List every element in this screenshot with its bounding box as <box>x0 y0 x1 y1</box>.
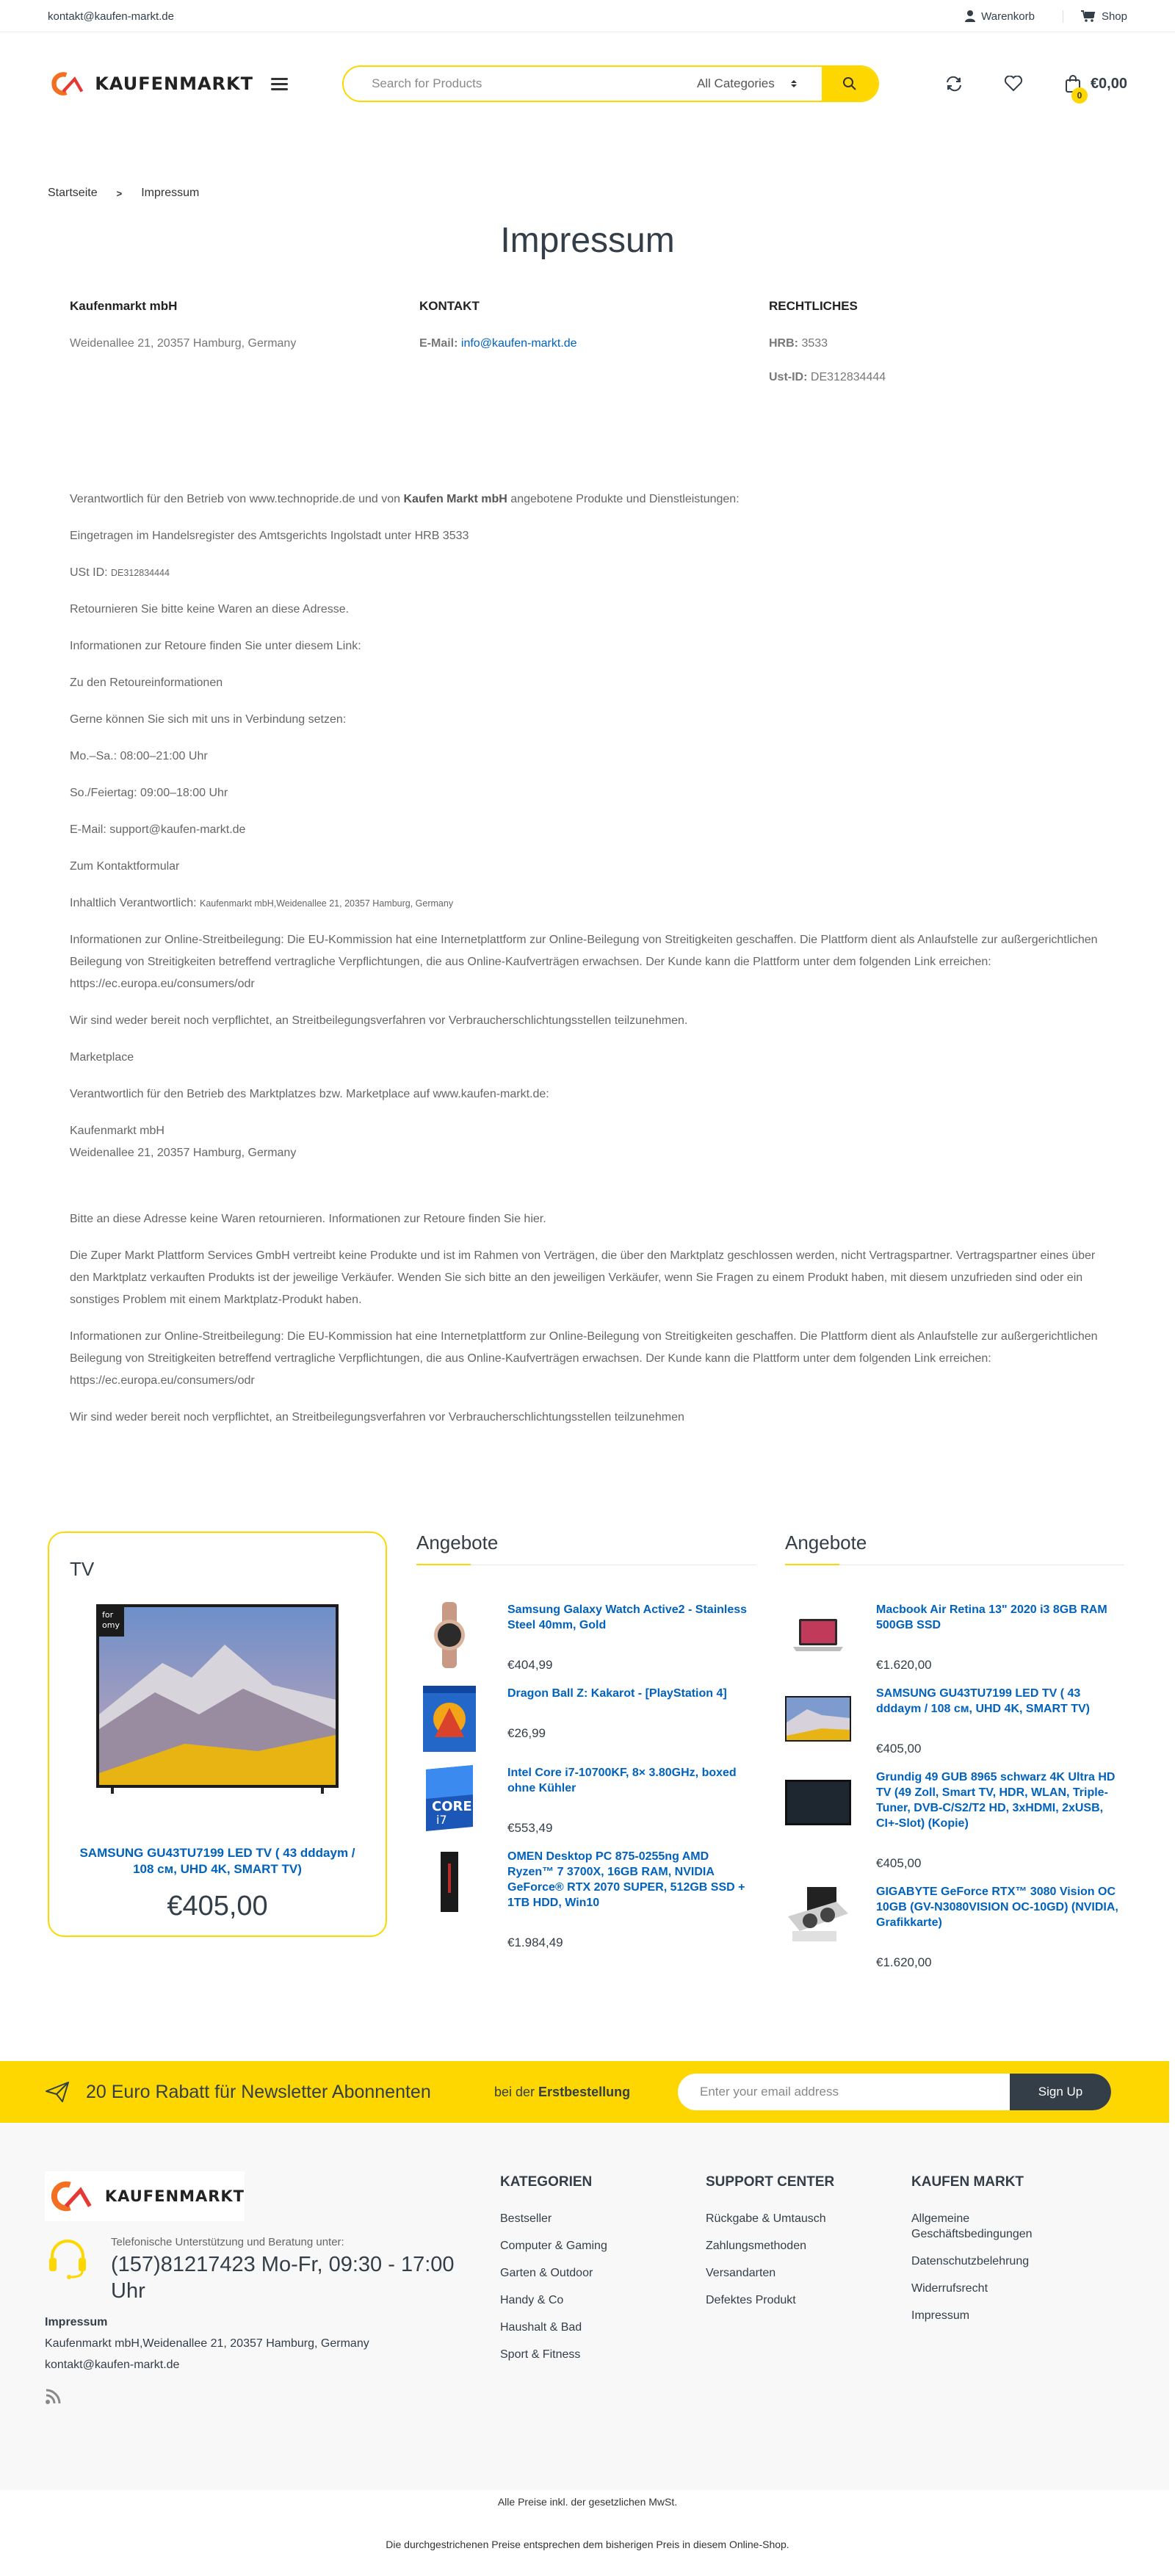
topbar-shop-label: Shop <box>1101 10 1127 23</box>
product-name[interactable]: GIGABYTE GeForce RTX™ 3080 Vision OC 10GB (GV-N3080VISION OC-10GD) (NVIDIA, Grafikkarte) <box>876 1886 1118 1929</box>
newsletter-sub-bold: Erstbestellung <box>538 2084 631 2099</box>
headset-icon <box>45 2236 90 2281</box>
tv-screen-text: for <box>102 1610 114 1620</box>
site-logo[interactable] <box>48 65 253 102</box>
footer-logo[interactable] <box>45 2171 245 2221</box>
featured-product-price: €405,00 <box>167 1891 268 1922</box>
footer-column-title: KATEGORIEN <box>500 2174 593 2190</box>
return-info-link[interactable]: Zu den Retoureinformationen <box>70 677 223 689</box>
product-name[interactable]: Grundig 49 GUB 8965 schwarz 4K Ultra HD TV (49 Zoll, Smart TV, HDR, WLAN, Triple-Tuner, DVB-C/S2/T2 HD, 3xHDMI, 2xUSB, CI+-Slot) (Kopie) <box>876 1771 1116 1830</box>
ust-row <box>769 371 1118 384</box>
footer-column-support <box>706 2171 911 2408</box>
price-note: Alle Preise inkl. der gesetzlichen MwSt. <box>497 2496 678 2508</box>
rss-icon[interactable] <box>45 2389 61 2405</box>
responsible-label: Inhaltlich Verantwortlich: <box>70 897 200 909</box>
support-email[interactable]: E-Mail: support@kaufen-markt.de <box>70 823 246 836</box>
product-price: €26,99 <box>507 1726 546 1740</box>
legal-paragraph: Verantwortlich für den Betrieb des Marktplatzes bzw. Marketplace auf www.kaufen-markt.de: <box>70 1088 549 1100</box>
footer-impressum-title: Impressum <box>45 2316 108 2328</box>
footer-column-title: SUPPORT CENTER <box>706 2174 835 2190</box>
legal-paragraph: Wir sind weder bereit noch verpflichtet, an Streitbeilegungsverfahren vor Verbraucherschlichtungsstellen teilzunehmen <box>70 1411 684 1424</box>
offers-title: Angebote <box>785 1531 1124 1565</box>
ust-value: DE312834444 <box>810 371 886 383</box>
featured-product-card[interactable] <box>48 1531 387 1937</box>
topbar-shop-link[interactable] <box>1063 10 1127 23</box>
search-button[interactable] <box>822 65 878 102</box>
tv-screen-text: omy <box>102 1620 120 1630</box>
laptop-icon <box>789 1613 847 1657</box>
breadcrumb-current: Impressum <box>141 187 200 199</box>
product-price: €553,49 <box>507 1821 553 1835</box>
compare-icon[interactable] <box>945 76 963 92</box>
info-columns <box>48 299 1127 405</box>
footer-column-title: KAUFEN MARKT <box>911 2174 1024 2190</box>
menu-icon[interactable] <box>271 75 288 93</box>
logo-text: KAUFENMARKT <box>95 73 253 94</box>
product-name[interactable]: Samsung Galaxy Watch Active2 - Stainless Steel 40mm, Gold <box>507 1603 748 1631</box>
legal-paragraph <box>70 562 1105 584</box>
product-name[interactable]: Intel Core i7-10700KF, 8× 3.80GHz, boxed ohne Kühler <box>507 1767 737 1794</box>
tv-image <box>96 1604 339 1795</box>
featured-category-title: TV <box>70 1558 95 1580</box>
cart-icon <box>1081 10 1096 22</box>
topbar-email-link[interactable]: kontakt@kaufen-markt.de <box>48 10 174 23</box>
company-address: Weidenallee 21, 20357 Hamburg, Germany <box>70 337 297 350</box>
support-label: Telefonische Unterstützung und Beratung unter: <box>111 2236 344 2248</box>
logo-text: KAUFENMARKT <box>104 2187 245 2205</box>
footer-link[interactable]: Bestseller <box>500 2212 552 2225</box>
watch-icon <box>431 1602 468 1668</box>
product-price: €1.620,00 <box>876 1955 932 1969</box>
legal-paragraph: Informationen zur Online-Streitbeilegung: Die EU-Kommission hat eine Internetplattform zur Online-Beilegung von Streitigkeiten geschaffen. Die Plattform dient als Anlaufstelle zur außergerichtlichen Beilegung von Streitigkeiten betreffend vertragliche Verpflichtungen, die aus Online-Kaufverträgen erwachsen. Der Kunde kann die Plattform unter dem folgenden Link erreichen: https://ec.europa.eu/consumers/odr <box>70 934 1098 990</box>
strikethrough-note: Die durchgestrichenen Preise entsprechen dem bisherigen Preis in diesem Online-Shop. <box>386 2539 789 2550</box>
contact-email-row <box>419 337 769 350</box>
top-bar <box>0 0 1175 32</box>
footer-link[interactable]: Widerrufsrecht <box>911 2282 988 2295</box>
footer-address: Kaufenmarkt mbH,Weidenallee 21, 20357 Hamburg, Germany <box>45 2337 369 2350</box>
product-list-item[interactable] <box>785 1686 1124 1756</box>
svg-text:i7: i7 <box>436 1813 447 1827</box>
product-list-item[interactable] <box>785 1769 1124 1871</box>
site-footer <box>0 2123 1169 2490</box>
company-column <box>70 299 419 405</box>
wishlist-heart-icon[interactable] <box>1004 76 1023 92</box>
featured-product-name[interactable]: SAMSUNG GU43TU7199 LED TV ( 43 dddaym / 108 см, UHD 4K, SMART TV) <box>79 1846 355 1876</box>
ust-label: Ust-ID: <box>769 371 808 383</box>
footer-column-kaufen-markt <box>911 2171 1117 2408</box>
ust-value: DE312834444 <box>111 568 170 578</box>
legal-paragraph <box>70 892 1105 914</box>
support-phone: (157)81217423 Mo-Fr, 09:30 - 17:00 Uhr <box>111 2253 455 2303</box>
page-title: Impressum <box>500 221 675 260</box>
footer-link[interactable]: Computer & Gaming <box>500 2240 607 2252</box>
gpu-icon <box>785 1884 851 1950</box>
offers-column-left <box>416 1531 756 1983</box>
footer-left <box>45 2171 500 2408</box>
footer-email[interactable]: kontakt@kaufen-markt.de <box>45 2359 180 2371</box>
legal-paragraph: Retournieren Sie bitte keine Waren an diese Adresse. <box>70 603 350 616</box>
product-list-item[interactable] <box>785 1602 1124 1673</box>
category-select[interactable] <box>697 76 822 91</box>
newsletter-email-input[interactable]: Enter your email address <box>700 2085 839 2099</box>
legal-paragraph: Marketplace <box>70 1051 134 1064</box>
legal-title: RECHTLICHES <box>769 299 858 313</box>
svg-text:CORE: CORE <box>432 1799 472 1814</box>
newsletter-title-wrap <box>45 2081 494 2103</box>
footer-link[interactable]: Datenschutzbelehrung <box>911 2255 1030 2267</box>
product-list-item[interactable] <box>416 1849 756 1950</box>
hrb-row <box>769 337 1118 350</box>
hrb-label: HRB: <box>769 337 798 350</box>
footer-link[interactable]: Garten & Outdoor <box>500 2267 593 2279</box>
legal-paragraph: Gerne können Sie sich mit uns in Verbindung setzen: <box>70 713 347 726</box>
opening-hours-weekday: Mo.–Sa.: 08:00–21:00 Uhr <box>70 750 208 762</box>
paper-plane-icon <box>45 2081 70 2103</box>
footer-link[interactable]: Haushalt & Bad <box>500 2321 582 2334</box>
ust-label: USt ID: <box>70 566 112 579</box>
newsletter-title: 20 Euro Rabatt für Newsletter Abonnenten <box>86 2081 431 2102</box>
tv-dark-icon <box>785 1777 851 1828</box>
offers-title: Angebote <box>416 1531 756 1565</box>
responsible-value: Kaufenmarkt mbH,Weidenallee 21, 20357 Hamburg, Germany <box>199 898 454 909</box>
header-cart[interactable] <box>1064 74 1127 101</box>
footer-link[interactable]: Allgemeine Geschäftsbedingungen <box>911 2212 1033 2240</box>
contact-column <box>419 299 769 405</box>
legal-column <box>769 299 1118 405</box>
newsletter-bar <box>0 2061 1169 2123</box>
legal-paragraph: Informationen zur Online-Streitbeilegung: Die EU-Kommission hat eine Internetplattform zur Online-Beilegung von Streitigkeiten geschaffen. Die Plattform dient als Anlaufstelle zur außergerichtlichen Beilegung von Streitigkeiten betreffend vertragliche Verpflichtungen, die aus Online-Kaufverträgen erwachsen. Der Kunde kann die Plattform unter dem folgenden Link erreichen: https://ec.europa.eu/consumers/odr <box>70 1330 1098 1387</box>
marketplace-address <box>70 1120 1105 1164</box>
footer-link[interactable]: Handy & Co <box>500 2294 564 2306</box>
newsletter-form <box>678 2074 1111 2110</box>
footer-link[interactable]: Sport & Fitness <box>500 2348 581 2361</box>
product-price: €405,00 <box>876 1856 922 1870</box>
product-name[interactable]: OMEN Desktop PC 875-0255ng AMD Ryzen™ 7 3700X, 16GB RAM, NVIDIA GeForce® RTX 2070 SUPER, 512GB SSD + 1TB HDD, Win10 <box>507 1850 745 1909</box>
logo-mark-icon <box>48 65 89 102</box>
pc-tower-icon <box>435 1849 464 1915</box>
category-select-value: All Categories <box>696 76 775 90</box>
footer-column-categories <box>500 2171 706 2408</box>
product-name[interactable]: SAMSUNG GU43TU7199 LED TV ( 43 dddaym / 108 см, UHD 4K, SMART TV) <box>876 1687 1090 1715</box>
newsletter-signup-button[interactable]: Sign Up <box>1010 2074 1111 2110</box>
newsletter-subtitle <box>494 2085 678 2100</box>
hrb-value: 3533 <box>801 337 828 350</box>
legal-paragraph <box>70 488 1105 510</box>
product-list-item[interactable] <box>416 1686 756 1752</box>
product-list-item[interactable] <box>785 1884 1124 1970</box>
legal-paragraph: Bitte an diese Adresse keine Waren retournieren. Informationen zur Retoure finden Sie hier. <box>70 1213 546 1225</box>
game-box-icon <box>420 1686 479 1752</box>
footer-link[interactable]: Versandarten <box>706 2267 776 2279</box>
topbar-cart-label: Warenkorb <box>981 10 1035 23</box>
email-label: E-Mail: <box>419 337 458 350</box>
support-block <box>45 2236 500 2304</box>
footer-link[interactable]: Zahlungsmethoden <box>706 2240 806 2252</box>
legal-text-span: angebotene Produkte und Dienstleistungen: <box>507 493 740 505</box>
product-price: €1.984,49 <box>507 1935 563 1949</box>
product-section <box>48 1531 1127 1983</box>
cart-total: €0,00 <box>1090 75 1127 92</box>
breadcrumb-home[interactable]: Startseite <box>48 187 98 199</box>
topbar-cart-link[interactable] <box>965 10 1035 23</box>
product-name[interactable]: Dragon Ball Z: Kakarot - [PlayStation 4] <box>507 1687 727 1700</box>
breadcrumb <box>48 187 1127 200</box>
legal-paragraph: Wir sind weder bereit noch verpflichtet, an Streitbeilegungsverfahren vor Verbraucherschlichtungsstellen teilzunehmen. <box>70 1014 688 1027</box>
product-price: €405,00 <box>876 1742 922 1756</box>
search-icon <box>842 76 857 91</box>
footer-link[interactable]: Rückgabe & Umtausch <box>706 2212 826 2225</box>
tv-icon <box>785 1693 851 1745</box>
footer-link[interactable]: Impressum <box>911 2309 970 2322</box>
product-list-item[interactable] <box>416 1602 756 1673</box>
offers-column-right <box>785 1531 1124 1983</box>
footer-impressum <box>45 2312 500 2375</box>
updown-chevron-icon <box>791 79 797 88</box>
user-icon <box>965 10 975 22</box>
site-header <box>0 32 1175 135</box>
legal-text <box>48 488 1127 1429</box>
footer-link[interactable]: Defektes Produkt <box>706 2294 796 2306</box>
company-name-bold: Kaufen Markt mbH <box>403 493 507 505</box>
legal-paragraph: Eingetragen im Handelsregister des Amtsgerichts Ingolstadt unter HRB 3533 <box>70 530 469 542</box>
company-title: Kaufenmarkt mbH <box>70 299 178 313</box>
contact-email-link[interactable]: info@kaufen-markt.de <box>460 337 577 350</box>
newsletter-sub-text: bei der <box>494 2084 539 2099</box>
product-name[interactable]: Macbook Air Retina 13" 2020 i3 8GB RAM 500GB SSD <box>876 1603 1107 1631</box>
product-price: €404,99 <box>507 1658 553 1672</box>
legal-paragraph: Die Zuper Markt Plattform Services GmbH vertreibt keine Produkte und ist im Rahmen von Verträgen, die über den Marktplatz geschlossen werden, nicht Vertragspartner. Vertragspartner eines über den Marktplatz verkauften Produkts ist der jeweilige Verkäufer. Wenden Sie sich bitte an den jeweiligen Verkäufer, wenn Sie Fragen zu einem Produkt haben, mit diesem unzufrieden sind oder ein sonstiges Problem mit einem Marktplatz-Produkt haben. <box>70 1249 1096 1306</box>
logo-mark-icon <box>46 2178 99 2215</box>
opening-hours-sunday: So./Feiertag: 09:00–18:00 Uhr <box>70 787 228 799</box>
legal-paragraph: Informationen zur Retoure finden Sie unter diesem Link: <box>70 640 361 652</box>
search-bar <box>342 65 879 102</box>
search-input[interactable]: Search for Products <box>372 76 482 90</box>
address-line: Kaufenmarkt mbH <box>70 1125 164 1137</box>
contact-form-link[interactable]: Zum Kontaktformular <box>70 860 180 873</box>
address-line: Weidenallee 21, 20357 Hamburg, Germany <box>70 1147 297 1159</box>
cpu-box-icon <box>422 1765 477 1831</box>
contact-title: KONTAKT <box>419 299 480 313</box>
product-list-item[interactable] <box>416 1765 756 1836</box>
product-price: €1.620,00 <box>876 1658 932 1672</box>
cart-count-badge: 0 <box>1071 87 1088 104</box>
legal-text-span: Verantwortlich für den Betrieb von www.technopride.de und von <box>70 493 404 505</box>
chevron-right-icon: > <box>116 187 123 199</box>
main-content <box>48 187 1127 1983</box>
